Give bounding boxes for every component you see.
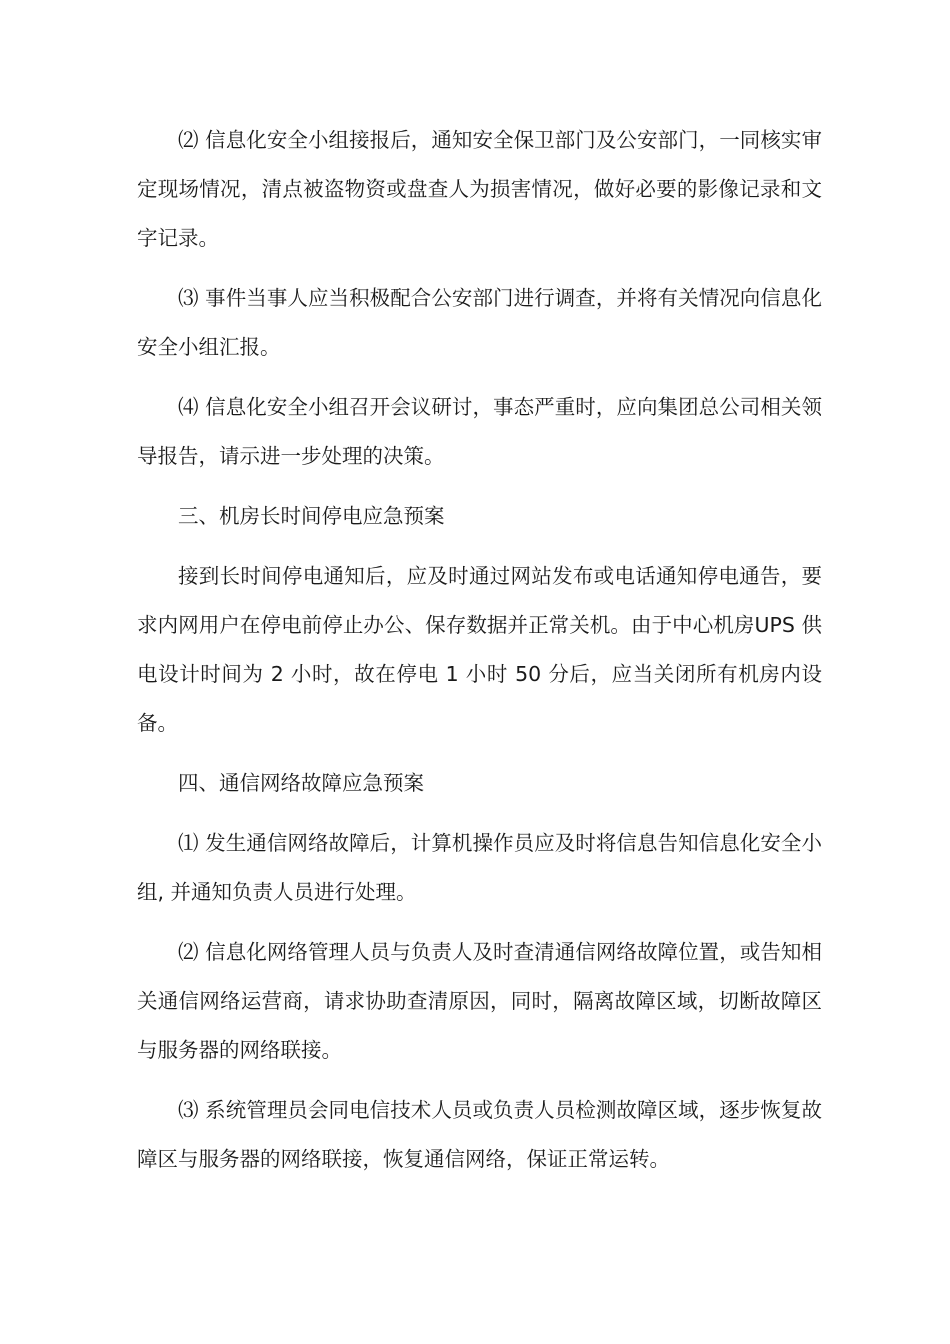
paragraph-1-network-failure: ⑴ 发生通信网络故障后，计算机操作员应及时将信息告知信息化安全小组, 并通知负责人员进行处理。 bbox=[137, 831, 822, 904]
paragraph-power-outage-plan: 接到长时间停电通知后，应及时通过网站发布或电话通知停电通告，要求内网用户在停电前停止办公、保存数据并正常关机。由于中心机房UPS 供电设计时间为 2 小时，故在停电 1 小时 50 分后，应当关闭所有机房内设备。 bbox=[137, 564, 822, 735]
section-heading-network-failure: 四、通信网络故障应急预案 bbox=[178, 771, 424, 795]
paragraph-2-network-isolation: ⑵ 信息化网络管理人员与负责人及时查清通信网络故障位置，或告知相关通信网络运营商，请求协助查清原因，同时，隔离故障区域，切断故障区与服务器的网络联接。 bbox=[137, 940, 822, 1062]
paragraph-3-cooperate-police: ⑶ 事件当事人应当积极配合公安部门进行调查，并将有关情况向信息化安全小组汇报。 bbox=[137, 286, 822, 359]
section-heading-power-outage: 三、机房长时间停电应急预案 bbox=[178, 504, 445, 528]
paragraph-2-on-site-verification: ⑵ 信息化安全小组接报后，通知安全保卫部门及公安部门，一同核实审定现场情况，清点被盗物资或盘查人为损害情况，做好必要的影像记录和文字记录。 bbox=[137, 128, 822, 250]
paragraph-4-meeting-report: ⑷ 信息化安全小组召开会议研讨，事态严重时，应向集团总公司相关领导报告，请示进一步处理的决策。 bbox=[137, 395, 822, 468]
paragraph-3-network-recovery: ⑶ 系统管理员会同电信技术人员或负责人员检测故障区域，逐步恢复故障区与服务器的网络联接，恢复通信网络，保证正常运转。 bbox=[137, 1098, 822, 1171]
